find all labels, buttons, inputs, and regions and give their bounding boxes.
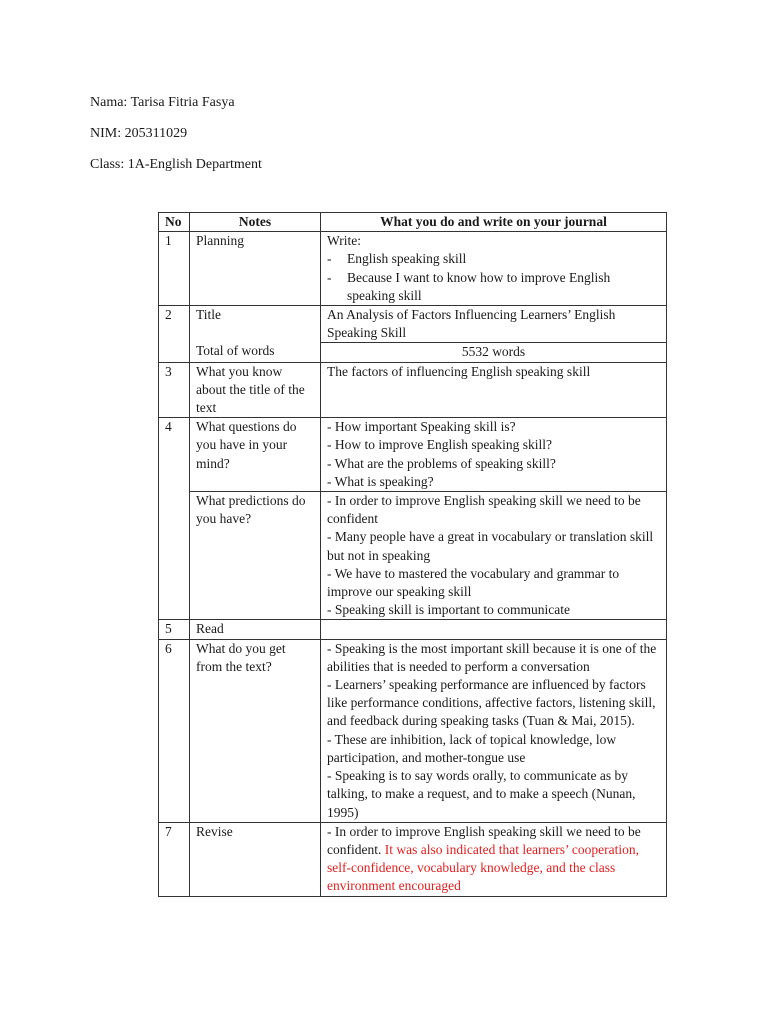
student-info (90, 92, 262, 185)
list-item: - Because I want to know how to improve English speaking skill (327, 269, 611, 303)
list-item: - Speaking is to say words orally, to communicate as by talking, to make a request, and to make a speech (Nunan, 1995) (327, 768, 636, 820)
table-header-row (159, 213, 667, 232)
header-no: No (159, 213, 190, 232)
header-journal: What you do and write on your journal (321, 213, 667, 232)
table-row (159, 306, 667, 343)
table-row (159, 620, 667, 639)
row-note: What you know about the title of the text (190, 362, 321, 418)
student-name: Nama: Tarisa Fitria Fasya (90, 95, 235, 110)
list-item: - Learners’ speaking performance are influenced by factors like performance conditions, affective factors, listening skill, and feedback during speaking tasks (Tuan & Mai, 2015). (327, 677, 656, 729)
list-item: - How important Speaking skill is? (327, 419, 516, 435)
row-note: Title Total of words (190, 306, 321, 363)
table-row (159, 232, 667, 306)
row-number: 1 (159, 232, 190, 306)
row-number: 7 (159, 822, 190, 896)
revise-highlight-text: It was also indicated that learners’ cooperation, self-confidence, vocabulary knowledge, and the class environment encouraged (327, 841, 640, 894)
row-number: 4 (159, 418, 190, 620)
row-content: The factors of influencing English speaking skill (321, 362, 667, 418)
write-label: Write: (327, 233, 361, 249)
table-row (159, 418, 667, 492)
row-content (321, 639, 667, 822)
list-item: - We have to mastered the vocabulary and grammar to improve our speaking skill (327, 565, 620, 600)
row-note: Revise (190, 822, 321, 896)
table-row (159, 822, 667, 896)
header-notes: Notes (190, 213, 321, 232)
table-row (159, 492, 667, 620)
list-item: - Speaking is the most important skill because it is one of the abilities that is needed to perform a conversation (327, 640, 657, 674)
row-note: What questions do you have in your mind? (190, 418, 321, 492)
list-item: - English speaking skill (327, 251, 467, 267)
student-class: Class: 1A-English Department (90, 157, 262, 172)
title-content: An Analysis of Factors Influencing Learners’ English Speaking Skill (321, 306, 667, 343)
table-row (159, 362, 667, 418)
table-row (159, 639, 667, 822)
row-content (321, 418, 667, 492)
row-content (321, 822, 667, 896)
row-content (321, 492, 667, 620)
list-item: - What are the problems of speaking skill? (327, 455, 556, 471)
row-note: Read (190, 620, 321, 639)
row-content (321, 232, 667, 306)
revise-text: - In order to improve English speaking skill we need to be confident. (327, 823, 641, 857)
list-item: - These are inhibition, lack of topical knowledge, low participation, and mother-tongue use (327, 731, 617, 765)
row-note: What do you get from the text? (190, 639, 321, 822)
row-number: 2 (159, 306, 190, 363)
row-content (321, 620, 667, 639)
list-item: - How to improve English speaking skill? (327, 437, 552, 453)
list-item: - In order to improve English speaking skill we need to be confident (327, 493, 641, 527)
row-note: What predictions do you have? (190, 492, 321, 620)
list-item: - Many people have a great in vocabulary or translation skill but not in speaking (327, 529, 654, 563)
word-count: 5532 words (321, 343, 667, 362)
student-nim: NIM: 205311029 (90, 126, 188, 141)
list-item: - Speaking skill is important to communicate (327, 602, 570, 618)
journal-table (158, 212, 667, 897)
row-number: 6 (159, 639, 190, 822)
row-number: 3 (159, 362, 190, 418)
row-number: 5 (159, 620, 190, 639)
row-note: Planning (190, 232, 321, 306)
list-item: - What is speaking? (327, 473, 434, 489)
